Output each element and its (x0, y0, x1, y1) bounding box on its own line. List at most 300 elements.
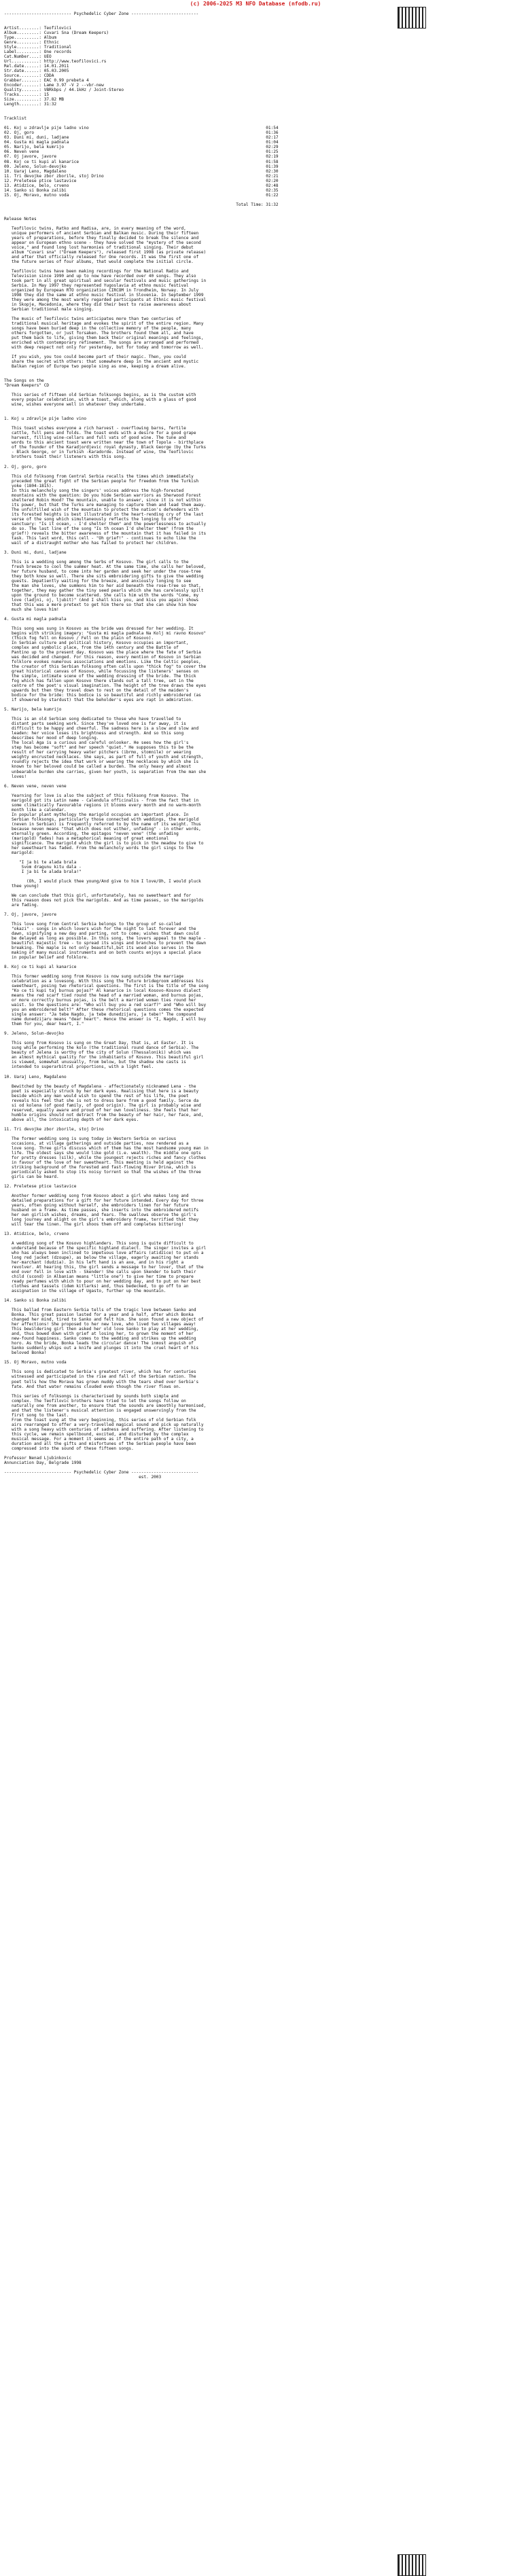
release-notes-line: Teofilovic twins have been making recordings for the National Radio and (4, 268, 189, 274)
song-text-line: significance. The marigold which the girl is to pick in the meadow to give to (4, 840, 204, 846)
track-row: 07. Oj javore, javore 02:19 (4, 154, 279, 160)
tracklist-title: Tracklist (4, 116, 27, 122)
track-row: 02. Oj, goro 01:36 (4, 130, 279, 136)
song-text-line: beside which any man would wish to spend the rest of his life, the poet (4, 1093, 189, 1098)
song-text-line: do so. The last line of the song "Is th ocean I'd shelter them" (from the (4, 526, 194, 531)
song-text-line: bodice for the bride: this bodice is so beautiful and richly embroidered (as (4, 693, 201, 698)
song-text-line: complex and symbolic place, from the 14th century and the Battle of (4, 645, 179, 651)
release-notes-line: Serbian traditional male singing. (4, 306, 94, 312)
track-number: 03 (4, 135, 10, 141)
release-notes-line: The music of Teofilovic twins anticipates more than two centuries of (4, 317, 181, 322)
song-text-line: her future husband, to come into her garden and seek her under the rose-tree (4, 569, 201, 574)
song-text-line: clothes and tassels (idem kitlarks) and, thus bedecked, to go off to an (4, 1284, 189, 1289)
song-text-line: long red jacket (dzoupe), as below the village, eagerly awaiting her stands (4, 1255, 199, 1261)
track-row: 13. Atidzice, belo, crveno 02:48 (4, 183, 279, 188)
song-text-line: (Oh, I would pluck thee young/And give to him I love/Oh, I would pluck (4, 878, 201, 884)
song-text-line: grief!) reveals the bitter awareness of the mountain that it has failed in its (4, 531, 207, 536)
song-text-line: distant parts seeking work. Since they've loved one is far away, it is (4, 721, 186, 727)
track-time: 01:04 (266, 140, 279, 145)
release-notes-line: voice," and found long lost harmonies of traditional singing. Their debut (4, 245, 194, 250)
song-text-line: result of her carrying heavy water pitchers (ibrmo, stomnile) or wearing (4, 750, 192, 755)
song-text-line: centre of the poet's visual imagination. The height of the tree draws the eyes (4, 683, 207, 689)
song-text-line: sung while performing the kolo (the traditional round dance of Serbia). The (4, 1045, 199, 1051)
song-text-line: weighty encrusted necklaces. She says, as part of full of youth and strength, (4, 755, 204, 760)
song-text-line: girls can be heard. (4, 1174, 59, 1179)
song-text-line: brothers toast their listeners with this song. (4, 454, 126, 460)
song-text-line: in popular belief and folklore. (4, 955, 89, 961)
release-info-line: Rel.date......: 14.01.2011 (4, 64, 69, 69)
song-text-line: are fading. (4, 902, 39, 908)
track-row: 05. Narijo, bela kumrijo 02:29 (4, 145, 279, 150)
track-title: Koj ce ti kupi al kanarice (14, 159, 80, 164)
song-heading: 10. Uaraj Leno, Magdaleno (4, 1074, 67, 1079)
songs-intro-line: "Dream Keepers" CD (4, 383, 50, 389)
song-text-line: task. This last word, this cell - "Oh grief!" - continues to echo like the (4, 535, 196, 541)
track-time: 02:19 (266, 154, 279, 160)
song-text-line: the creator of this Serbian folksong often calls upon "thick fog" to cover the (4, 664, 207, 670)
song-heading: 9. Jeleno, Solun-devojko (4, 1031, 65, 1037)
song-text-line: or more correctly burnus pojas, is the belt a married woman ties round her (4, 998, 196, 1003)
release-info-line: Source........: CDDA (4, 73, 54, 79)
nfo-document (4, 7, 507, 1480)
song-text-line: they both know so well. There she sits embroidering gifts to give the wedding (4, 573, 204, 579)
song-text-line: preceded the great fight of the Serbian people for freedom from the Turkish (4, 478, 199, 484)
release-info-line: Length........: 31:32 (4, 102, 57, 107)
song-text-line: because neven means "that which does not wither, unfading" - in other words, (4, 826, 201, 831)
footer-group-line: --------------------------- Psychedelic Cyber Zone --------------------------- (4, 1469, 199, 1475)
song-text-line: first song to the last. (4, 1412, 69, 1418)
track-title: Gusta mi magla padnala (14, 140, 69, 145)
track-row: 04. Gusta mi magla padnala 01:04 (4, 140, 279, 145)
track-number: 11 (4, 173, 10, 179)
release-notes-line: If you wish, you too could become part of their magic. Then, you could (4, 355, 186, 360)
song-heading: 1. Koj u zdravlje pije ladno vino (4, 416, 87, 422)
track-row: 06. Neven vene 01:25 (4, 149, 279, 155)
song-text-line: mountains with the question: Do you hide Serbian warriors as Sherwood Forest (4, 493, 201, 498)
song-text-line: is viewed, somewhat unusually, from below, but the shadow she casts is (4, 1060, 186, 1065)
song-text-line: in favour of the love of her sweetheart. This meeting is held against the (4, 1160, 194, 1165)
song-heading: 6. Neven vene, neven vene (4, 783, 67, 789)
song-text-line: beautiful majestic tree - to spread its wings and branches to prevent the dawn (4, 941, 207, 946)
song-heading: 2. Oj, goro, goro (4, 464, 47, 469)
song-text-line: difficult to be happy and cheerful. The sadness here is a slow and slow and (4, 726, 199, 732)
song-text-line: known to her beloved could be called a burden. The only heavy and almost (4, 764, 192, 770)
song-text-line: words to this ancient toast were written near the town of Topola - birthplace (4, 440, 204, 446)
song-text-line: them for you, dear heart, I." (4, 1022, 84, 1027)
song-heading: 8. Koj ce ti kupi al kanarice (4, 965, 77, 970)
release-notes-line: put them back to life, giving them back their original meanings and feelings, (4, 336, 204, 341)
track-row: 01. Koj u zdravlje pije ladno vino 01:54 (4, 126, 279, 131)
track-row: 15. Oj, Moravo, mutno voda 01:22 (4, 192, 279, 198)
song-text-line: (neven in Serbian) is frequently referred to by the name of its weight. Thus (4, 821, 201, 827)
song-text-line: her own girlish wishes, dreams, and fears. The swallows observe the girl's (4, 1212, 196, 1217)
track-title: Oj, goro (14, 130, 35, 136)
song-text-line: verse of the song which simultaneously reflects the longing to offer (4, 516, 181, 522)
track-row: 08. Koj ce ti kupi al kanarice 01:58 (4, 159, 279, 164)
song-text-line: new-found happiness. Sanko comes to the wedding and strikes up the wedding (4, 1336, 196, 1342)
song-text-line: "okazi" - songs in which lovers wish for the night to last forever and the (4, 927, 196, 932)
release-notes-line: the future series of four albums, that would complete the initial circle. (4, 259, 194, 264)
song-text-line: fate. And that water remains clouded even though the river flows on. (4, 1384, 181, 1389)
song-text-line: Sanko suddenly whips out a knife and plunges it into the cruel heart of his (4, 1346, 199, 1351)
song-text-line: si od kolena (of good family, of good origin). The girl is probably wise and (4, 1103, 201, 1108)
credits-line: Annunciation Day, Belgrade 1998 (4, 1460, 82, 1465)
song-text-line: together, they may gather the tiny seed pearls which she has carelessly spilt (4, 588, 204, 593)
track-title: Koj u zdravlje pije ladno vino (14, 126, 89, 131)
song-text-line: marigold: (4, 850, 35, 855)
song-text-line: The former wedding song is sung today in Western Serbia on various (4, 1136, 177, 1141)
track-number: 13 (4, 183, 10, 188)
song-text-line: In this melancholy song the singers' voices address the high-forested (4, 488, 184, 493)
release-notes-line: songs have been buried deep in the collective memory of the people, many (4, 326, 192, 332)
song-text-line: This series of folksongs is characterised by sounds both simple and (4, 1393, 179, 1399)
song-heading: 13. Atidzice, belo, crveno (4, 1232, 69, 1237)
song-heading: 12. Preletese ptice lastavice (4, 1183, 77, 1189)
release-notes-line: years of preparations, before they finally decided to break the silence and (4, 235, 199, 240)
header-group-name: Psychedelic Cyber Zone (73, 12, 129, 17)
song-text-line: fresh breeze to cool the summer heat. At the same time, she calls her beloved, (4, 564, 207, 569)
song-text-line: poet is especially struck by her dark eyes. Realising that here is a beauty (4, 1088, 199, 1094)
song-text-line: will tear the linen. The girl shoos them off and completes bittering! (4, 1221, 184, 1227)
song-text-line: marigold got its Latin name - Calendula officinalis - from the fact that in (4, 798, 199, 803)
song-text-line: sanctuary: "Is it ocean, - I'd shelter them" and the powerlessness to actually (4, 521, 207, 526)
song-text-line: This song from Kosovo is sung on the Great Day, that is, at Easter. It is (4, 1041, 194, 1046)
track-time: 02:17 (266, 135, 279, 141)
track-number: 09 (4, 164, 10, 169)
track-time: 01:58 (266, 159, 279, 164)
song-text-line: waist. So the questions are: "Who will buy you a red scarf?" and "Who will buy (4, 1003, 207, 1008)
track-time: 02:20 (266, 178, 279, 183)
track-time: 02:48 (266, 183, 279, 188)
song-text-line: and, thus bowed down with grief at losing her, to grown the moment of her (4, 1331, 194, 1337)
song-text-line: revolver. At hearing this, the girl sends a message to her lover, that of the (4, 1265, 204, 1270)
song-text-line: witnessed and participated in the rise and fall of the Serbian nation. The (4, 1374, 196, 1380)
song-text-line: wail of a distraught mother who has failed to protect her children. (4, 540, 179, 545)
song-text-line: its power, but that the Turks are managing to capture them and lead them away. (4, 502, 207, 507)
song-text-line: Serbian folksongs, particularly those connected with weddings, the marigold (4, 817, 199, 822)
song-text-line: harvest, filling wine-cellars and full vats of good wine. The tune and (4, 435, 186, 441)
song-text-line: was decided and changed. For this reason, every mention of Kosovo in Serbian (4, 655, 201, 660)
track-title: Jeleno, Solun-devojko (14, 164, 67, 169)
song-text-line: changed her mind, tired to Sanko and felt him. She soon found a new object of (4, 1317, 204, 1323)
song-text-line: life. The oldest says she would like gold (i.e. wealth). The middle one opts (4, 1150, 201, 1156)
song-text-line: for pretty dresses (silk), while the youngest rejects riches and fancy clothes (4, 1155, 207, 1160)
track-number: 15 (4, 192, 10, 198)
release-notes-line: 1998 they did the same at ethno music festival in Slovenia. In September 1999 (4, 292, 204, 298)
song-text-line: The unfulfilled wish of the mountain to protect the nation's defenders with (4, 507, 199, 512)
release-notes-line: others forgotten, or just forsaken. The brothers found them all, and have (4, 331, 194, 336)
song-text-line: From the toast sung at the very beginning, this series of old Serbian folk (4, 1417, 196, 1423)
song-text-line: We can conclude that this girl, unfortunately, has no sweetheart and for (4, 893, 192, 898)
song-text-line: husband on a frame. As time passes, she inserts into the embroidered motifs (4, 1207, 199, 1213)
track-title: Narijo, bela kumrijo (14, 145, 65, 150)
release-notes-title: Release Notes (4, 216, 37, 221)
track-title: Oj javore, javore (14, 154, 57, 160)
track-title: Duni mi, duni, ladjane (14, 135, 69, 141)
release-info-line: Style.........: Traditional (4, 45, 72, 50)
song-text-line: I ja bi te alada brala!" (4, 869, 82, 874)
release-notes-line: took part in all great spiritual and secular festivals and music gatherings in (4, 278, 207, 283)
song-text-line: detailed preparations for a gift for her future intended. Every day for three (4, 1198, 204, 1203)
song-text-line: ready perfumes with which to pour on her wedding day, and to put on her best (4, 1279, 201, 1285)
song-text-line: Yearning for love is also the subject of this folksong from Kosovo. The (4, 793, 189, 798)
song-text-line: understand because of the specific highland dialect. The singer invites a girl (4, 1246, 207, 1251)
song-text-line: some climatically favourable regions it blooms every month and no warm-month (4, 802, 201, 808)
track-title: Uaraj Leno, Magdaleno (14, 168, 67, 174)
song-text-line: A wedding song of the Kosovo highlanders. This song is quite difficult to (4, 1241, 194, 1247)
release-notes-line: with deep respect not only for yesterday, but for today and tomorrow as well. (4, 345, 204, 351)
song-heading: 15. Oj Moravo, mutno voda (4, 1360, 67, 1365)
songs-intro-line: wine, wishes everyone well in whatever they undertake. (4, 402, 147, 408)
track-time: 02:21 (266, 173, 279, 179)
track-time: 02:30 (266, 168, 279, 174)
song-text-line: means the red scarf tied round the head of a married woman, and burnus pojas, (4, 993, 204, 999)
song-text-line: This ballad from Eastern Serbia tells of the tragic love between Sanko and (4, 1308, 196, 1313)
song-text-line: the man she loves, she summons him to her aid beneath the rose-tree so that, (4, 583, 201, 588)
total-time-value: 31:32 (266, 202, 279, 207)
release-info-line: Artist........: Teofilovici (4, 26, 72, 31)
song-text-line: celebration as a lovesong. With this song the future bridegroom addresses his (4, 979, 204, 984)
song-text-line: her sweetheart has faded. From the melancholy words the girl sings to the (4, 845, 194, 851)
song-text-line: much she loves him! (4, 607, 59, 612)
footer-est-text: est. 2003 (139, 1474, 162, 1480)
release-notes-line: in Skopje, Macedonia, where they did their best to raise awareness about (4, 302, 192, 307)
song-text-line: reveals his feel that she is not to dress bare from a good family. Serce da (4, 1098, 199, 1103)
song-heading: 11. Tri devojke zbor zborile, stoj Drino (4, 1126, 104, 1132)
track-title: Neven vene (14, 149, 39, 155)
release-notes-line: unique performers of ancient Serbian and Balkan music. During their fifteen (4, 230, 199, 236)
song-text-line: this cycle, we remain spellbound, excited, and disturbed by the complex (4, 1431, 189, 1437)
song-text-line: you an embroidered belt?" After these rhetorical questions comes the expected (4, 1007, 204, 1013)
track-number: 10 (4, 168, 10, 174)
song-text-line: loves! (4, 774, 27, 779)
song-text-line: step has become "soft" and her speech "quiet." He supposes this to be the (4, 745, 194, 751)
release-info-line: Str.date......: 05.03.2005 (4, 69, 69, 74)
song-text-line: child (scond) in Albanian means "little one") to give her time to prepare (4, 1274, 194, 1280)
track-number: 04 (4, 140, 10, 145)
track-time: 01:22 (266, 192, 279, 198)
song-text-line: striking background of the forested and fast-flowing River Drina, which is (4, 1164, 196, 1170)
release-info-line: Quality.......: VBRkbps / 44.1kHz / Joint-Stereo (4, 88, 124, 93)
song-text-line: cattle, full pens and folds. The toast ends with a desire for a good grape (4, 431, 196, 436)
track-number: 14 (4, 187, 10, 193)
total-time-label: Total Time: (236, 202, 264, 207)
song-text-line: beloved Bonka! (4, 1350, 47, 1356)
release-notes-line: Serbia. In May 1997 they represented Yugoslavia at ethno music festival (4, 283, 189, 288)
track-number: 08 (4, 159, 10, 164)
track-row: 11. Tri devojke zbor zborile, stoj Drino 02:21 (4, 173, 279, 179)
track-title: Oj, Moravo, mutno voda (14, 192, 69, 198)
songs-intro-line: The Songs on the (4, 378, 44, 384)
song-text-line: that this was a mere pretext to get him there so that she can show him how (4, 602, 196, 607)
release-notes-line: they were among the most warmly regarded participants at Ethnic music festival (4, 297, 207, 302)
track-time: 02:35 (266, 187, 279, 193)
song-text-line: end over fell in love with - Skender! She calls upon Skender to bath their (4, 1270, 196, 1275)
group-logo-bottom (398, 2554, 426, 2576)
song-text-line: humble origins should not detract from the beauty of her hair, her face, and, (4, 1112, 204, 1117)
song-text-line: "Ko ce ti kupi taj burnus pojas?" Al kanarice in local Kosovo-Kosovo dialect (4, 988, 201, 994)
credits-line: Professor Nenad Ljubinkovic (4, 1455, 72, 1461)
song-text-line: describes her mood of deep longing. (4, 736, 99, 741)
song-text-line: This bewildering girl then asked her old love Sanko to play at her wedding, (4, 1327, 199, 1332)
footer-group-name: Psychedelic Cyber Zone (73, 1469, 129, 1475)
release-info-line: Url...........: http://www.teofilovici.rs (4, 59, 107, 65)
track-number: 07 (4, 154, 10, 160)
release-notes-line: organized by European RTO organization CIRCOM in Trondheim, Norway. In July (4, 287, 199, 293)
song-text-line: years, often going without herself, she embroiders linen for her future (4, 1202, 189, 1208)
song-text-line: eternally green. According, the epitagos "neven vene" (the unfading (4, 831, 179, 836)
song-text-line: dawn, signifying a new day and parting, not to come; wishes that dawn could (4, 931, 199, 937)
track-row: 12. Preletese ptice lastavice 02:20 (4, 178, 279, 183)
song-text-line: In Serbian culture and political history, Kosovo occupies an important, (4, 641, 189, 646)
release-info-line: Tracks........: 15 (4, 92, 50, 98)
song-text-line: beauty of Jelena is worthy of the city of Solun (Thessaloniki) which was (4, 1050, 192, 1056)
song-text-line: intended to superarbitral proportions, with a light feel. (4, 1065, 154, 1070)
header-group-line: --------------------------- Psychedelic Cyber Zone --------------------------- (4, 12, 199, 17)
release-info-line: Grabber.......: EAC 0.99 prebeta 4 (4, 78, 89, 84)
track-row: 10. Uaraj Leno, Magdaleno 02:30 (4, 168, 279, 174)
track-time: 01:54 (266, 126, 279, 131)
track-time: 01:39 (266, 164, 279, 169)
songs-intro-line: every popular celebration, with a toast, which, along with a glass of good (4, 397, 196, 403)
song-text-line: unbearable burden she carries, given her youth, is separation from the man she (4, 769, 207, 774)
song-text-line: This former wedding song from Kosovo is now sung outside the marriage (4, 974, 184, 980)
song-text-line: duration and all the gifts and misfortunes of the Serbian people have been (4, 1441, 196, 1446)
footer-est (4, 1475, 161, 1480)
release-info-line: Album.........: Cuvari Sna (Dream Keepers) (4, 31, 109, 36)
release-notes-line: Television since 1990 and up to now have recorded over 40 songs. They also (4, 273, 196, 279)
song-heading: 7. Oj, javore, javore (4, 912, 57, 917)
song-text-line: poet tells how the Morava has grown muddy with the tears shed over Serbia's (4, 1379, 199, 1384)
song-text-line: "I ja bi te alada brala (4, 859, 77, 865)
release-notes-line: Teofilovic twins, Ratko and Radisa, are, in every meaning of the word, (4, 226, 186, 231)
song-text-line: airs rearranged to offer a very-travelled magical sound and pick up naturally (4, 1422, 204, 1427)
song-text-line: This is a wedding song among the Serbs of Kosovo. The girl calls to the (4, 559, 189, 565)
release-notes-line: enriched with contemporary refinement. The songs are arranged and performed (4, 340, 199, 346)
song-text-line: naturally one from another, to ensure that the sounds are smoothly harmonised, (4, 1403, 207, 1408)
track-number: 12 (4, 178, 10, 183)
release-notes-line: Balkan region of Europe two people sing as one, keeping a dream alive. (4, 364, 186, 370)
song-text-line: upon the ground to become scattered. She calls him with the words "Come, my (4, 592, 199, 598)
song-text-line: complex. The Teofilovic brothers have tried to let the songs follow on (4, 1398, 186, 1403)
song-text-line: This toast wishes everyone a rich harvest - overflowing barns, fertile (4, 426, 186, 431)
track-row: 09. Jeleno, Solun-devojko 01:39 (4, 164, 279, 169)
song-text-line: occasions, at village gatherings and outside parties, now rendered as a (4, 1141, 189, 1146)
track-time: 01:25 (266, 149, 279, 155)
total-time-row (4, 202, 279, 207)
song-heading: 4. Gusta mi magla padnala (4, 617, 67, 622)
release-info-line: Label.........: One records (4, 50, 72, 55)
song-text-line: and that the listener's musical attention is engaged unswervingly from the (4, 1408, 196, 1413)
song-text-line: folklore evokes numerous associations and emotions. Like the Celtic peoples, (4, 660, 201, 665)
song-text-line: roundly rejects the idea that work or wearing the necklaces by which she is (4, 759, 199, 765)
song-text-line: single answer: "Ja tebe Nagdo, ja tebe dunedzijaru, ja tebe!" The compound (4, 1012, 196, 1018)
track-time: 02:29 (266, 145, 279, 150)
song-text-line: long journey and alight on the girl's embroidery frame, terrified that they (4, 1217, 199, 1222)
song-text-line: month like a calendar. (4, 807, 67, 812)
release-info-line: Encoder.......: Lame 3.97 -V 2 --vbr-new (4, 83, 104, 88)
copyright-banner: (c) 2006-2025 M3 NFO Database (nfodb.ru) (190, 1, 321, 7)
song-text-line: Another former wedding song from Kosovo about a girl who makes long and (4, 1193, 189, 1198)
song-text-line: This love song from Central Serbia belongs to the group of so-called (4, 922, 181, 927)
song-text-line: its forested heights is best illustrated in the heart-rending cry of the last (4, 512, 204, 517)
track-title: Tri devojke zbor zborile, stoj Drino (14, 173, 104, 179)
song-text-line: upwards but then they travel down to rest on the detail of the maiden's (4, 688, 189, 694)
track-number: 01 (4, 126, 10, 131)
release-info-line: Size..........: 37.82 MB (4, 97, 65, 103)
song-text-line: sheltered Robin Hood? The mountain, unable to answer, since it is not within (4, 497, 201, 503)
song-text-line: horo. As the bride, Bonka leads the circular dance! The inmost anguish of (4, 1341, 194, 1346)
song-text-line: - Black George, or in Turkish -Karadorde. Instead of wine, the Teofilovic (4, 450, 194, 455)
song-text-line: assignation in the village of Ugasto, further up the mountain. (4, 1289, 166, 1294)
track-number: 05 (4, 145, 10, 150)
song-heading: 14. Sanko si Bonka zalibi (4, 1298, 67, 1304)
track-title: Preletese ptice lastavice (14, 178, 77, 183)
song-text-line: leaden: her voice loses its brightness and strength. And so this song (4, 731, 184, 736)
song-text-line: great historical canvas of Kosovo, while focussing the listeners' senses on (4, 669, 199, 675)
song-text-line: love (ladjni, oj, ljubit)" (And I shall kiss you, and kiss you again) shows (4, 597, 199, 603)
song-text-line: thee young) (4, 883, 39, 889)
song-text-line: her-marchant (dudzia). In his left hand is an axe, and in his right a (4, 1260, 184, 1266)
song-text-line: making of many musical instruments and on both counts enjoys a special place (4, 950, 201, 956)
song-text-line: fog which has fallen upon Kosovo there stands out a tall tree, set in the (4, 679, 194, 684)
song-text-line: (marigold) fades) has a metaphorical meaning of great emotional (4, 836, 169, 841)
song-text-line: with a song heavy with centuries of sadness and suffering. After listening to (4, 1427, 204, 1432)
song-text-line: Svom dragunu kitu dala - (4, 864, 82, 870)
track-title: Atidzice, belo, crveno (14, 183, 69, 188)
release-notes-line: share the secret with others: that somewhere deep in the ancient and mystic (4, 359, 199, 365)
song-text-line: In popular plant mythology the marigold occupies an important place. In (4, 812, 189, 817)
track-row: 03. Duni mi, duni, ladjane 02:17 (4, 135, 279, 141)
release-info-line: Genre.........: Ethnic (4, 40, 59, 46)
song-text-line: This song is dedicated to Serbia's greatest river, which has for centuries (4, 1370, 196, 1375)
song-heading: 3. Duni mi, duni, ladjane (4, 550, 67, 555)
song-text-line: name dunedzijaru means "dear heart". Hence the answer is "I, Nagdo, I will buy (4, 1017, 207, 1022)
song-text-line: This old folksong from Central Serbia recalls the times which immediately (4, 473, 194, 479)
song-text-line: The local Aga is a curious and careful onlooker. He sees how the girl's (4, 740, 189, 746)
song-text-line: love song. Three girls discuss which of them has the most handsome young man in (4, 1145, 209, 1151)
song-text-line: breaking. The maple is not only beautiful,but its wood also serves in the (4, 946, 194, 951)
release-notes-line: appear on European ethno scene - they have solved the "mystery of the second (4, 240, 201, 245)
song-text-line: above all, the intoxicating depth of her dark eyes. (4, 1117, 139, 1122)
release-info-line: Cat.Number....: UEO (4, 54, 52, 60)
release-notes-line: album "Cuvari sna" ("Dream Keepers"), released first 1998 (as private release) (4, 249, 207, 255)
song-heading: 5. Narijo, bela kumrijo (4, 707, 62, 713)
track-time: 01:36 (266, 130, 279, 136)
song-text-line: Bonka. This great passion lasted for a year and a half, after which Bonka (4, 1312, 194, 1318)
song-text-line: her affections! She proposed to her new love, who lived two villages away! (4, 1322, 196, 1327)
song-text-line: be delayed as long as possible. In this song, the lovers appeal to the maple - (4, 936, 207, 942)
track-row: 14. Sanko si Bonka zalibi 02:35 (4, 187, 279, 193)
song-text-line: (Thick fog fell on Kosovo / Fell on the plain of Kosovo). (4, 636, 154, 641)
song-text-line: periodically asked to stop its noisy torrent so that the wishes of the three (4, 1169, 201, 1175)
song-text-line: the simple, intimate scene of the wedding dressing of the bride. The thick (4, 674, 196, 679)
release-notes-line: and after that officially released for One records. It was the first one of (4, 254, 199, 260)
song-text-line: This song was sung in Kosovo as the bride was dressed for her wedding. It (4, 626, 194, 632)
song-text-line: of the founder of the Karadjordjevic royal dynasty, Black George (by the Turks (4, 445, 207, 450)
song-text-line: begins with striking imagery: "Gusta mi magla padnala Na Kolj mi ravno Kosovo" (4, 631, 207, 637)
song-text-line: sweetheart, posing two rhetorical questions. The first is the title of the song (4, 984, 209, 989)
songs-intro-line: This series of fifteen old Serbian folksongs begins, as is the custom with (4, 393, 196, 398)
song-text-line: Pantino up to the present day. Kosovo was the place where the fate of Serbia (4, 650, 201, 656)
song-text-line: who has always been inclined to impetuous love affairs (atidzice) to put on a (4, 1251, 204, 1256)
song-text-line: this reason does not pick the marigolds. And as time passes, so the marigolds (4, 897, 204, 903)
track-title: Sanko si Bonka zalibi (14, 187, 67, 193)
song-text-line: if showered by stardust) that the beholder's eyes are rapt in admiration. (4, 698, 194, 703)
song-text-line: Bewitched by the beauty of Magdalena - affectionately nicknamed Lena - the (4, 1084, 196, 1089)
song-text-line: yoke (1804-1815). (4, 483, 54, 488)
song-text-line: musical message. For a moment it seems as if the entire path of a city, a (4, 1436, 194, 1442)
